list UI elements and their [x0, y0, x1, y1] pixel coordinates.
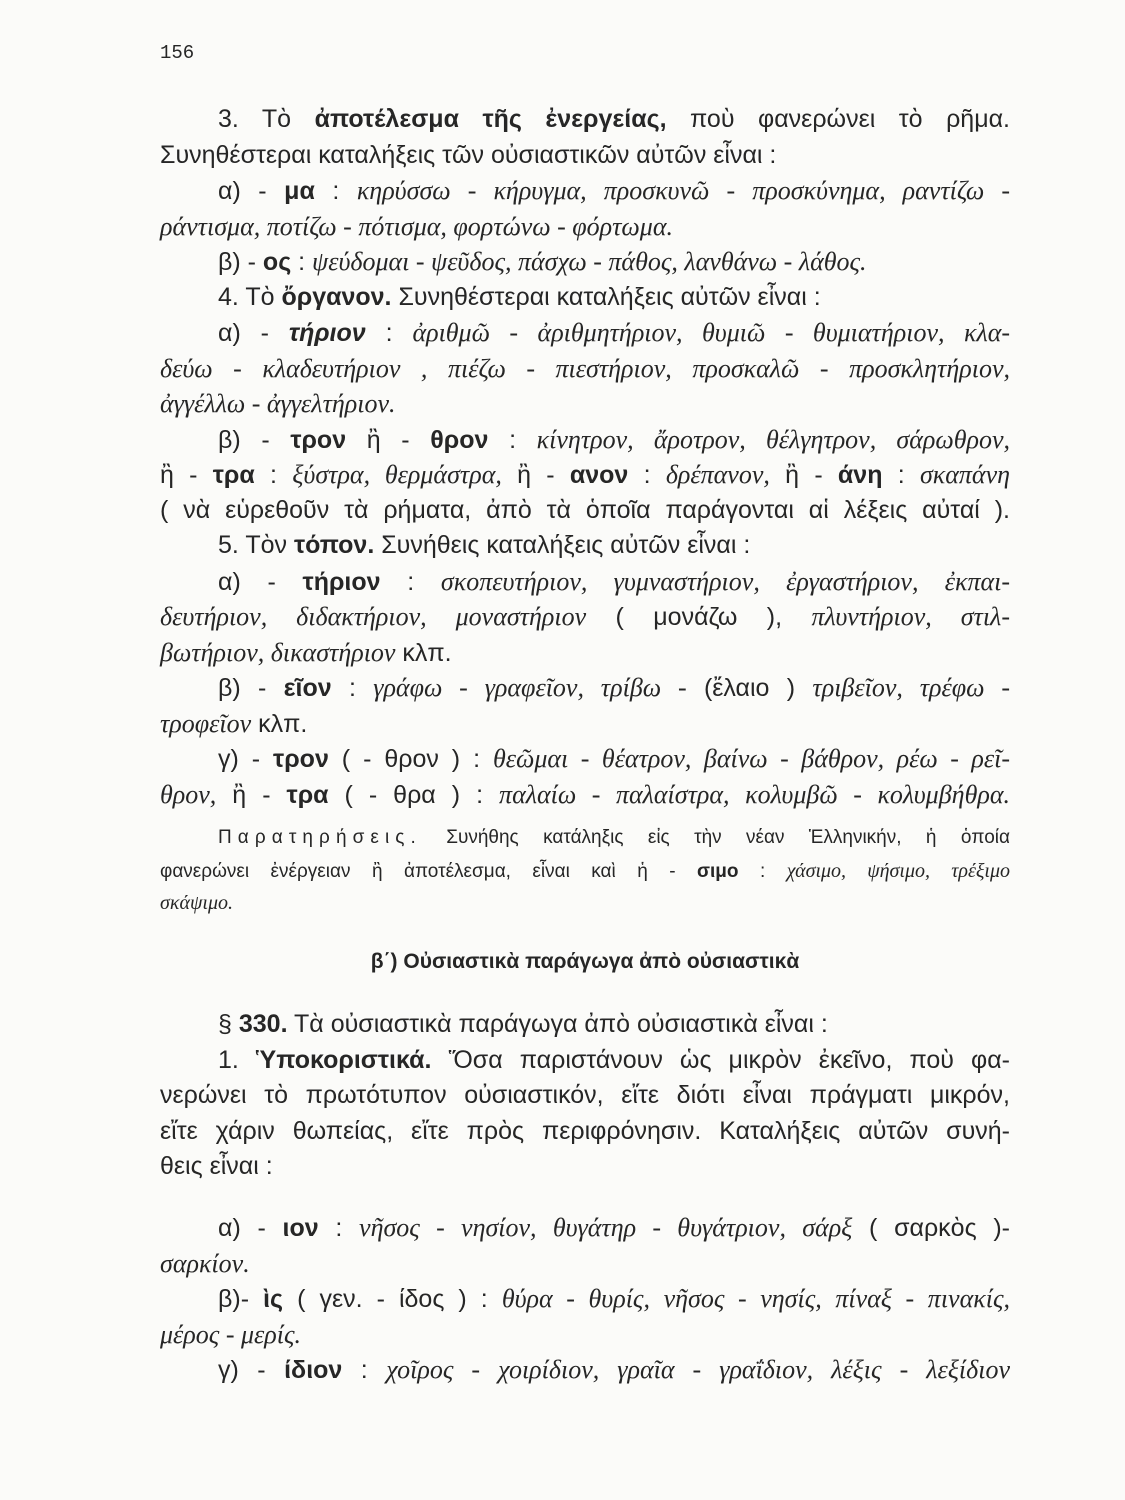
- text-run: ἢ -: [346, 425, 431, 454]
- text-run: :: [314, 177, 357, 205]
- text-line: [218, 315, 1010, 351]
- bold-term: τρον: [290, 425, 347, 454]
- text-run: 5. Τὸν: [218, 531, 294, 559]
- italic-example: δευτήριον, διδακτήριον, μοναστήριον: [160, 602, 587, 631]
- bold-term: τρα: [212, 461, 255, 489]
- bold-term: ος: [262, 248, 292, 276]
- italic-example: δεύω - κλαδευτήριον , πιέζω - πιεστήριον, προσκαλῶ - προσκλητήριον,: [160, 353, 1010, 383]
- text-run: :: [331, 674, 374, 702]
- text-run: Συνήθης κατάληξις εἰς τὴν νέαν Ἑλληνικήν, ἡ ὁποία: [421, 827, 1010, 848]
- italic-example: πλυντήριον, στιλ-: [811, 602, 1010, 631]
- text-line: [160, 635, 1010, 671]
- text-line: [160, 457, 1010, 493]
- text-run: ( μονάζω ),: [586, 603, 812, 631]
- text-run: α) -: [218, 177, 285, 205]
- text-run: νερώνει τὸ πρωτότυπον οὐσιαστικόν, εἴτε διότι εἶναι πράγματι μικρόν,: [160, 1081, 1010, 1109]
- text-line: [218, 1007, 1010, 1043]
- text-run: ( σαρκὸς )-: [852, 1214, 1010, 1242]
- text-line: [160, 1078, 1010, 1114]
- text-run: α) -: [218, 1214, 283, 1242]
- text-line: [160, 1317, 1010, 1353]
- bold-term: τρον: [273, 745, 329, 773]
- italic-example: τριβεῖον, τρέφω -: [812, 673, 1011, 702]
- text-run: :: [628, 461, 666, 489]
- text-line: [160, 706, 1010, 742]
- bold-term: άνη: [837, 461, 883, 489]
- text-line: [218, 173, 1010, 209]
- italic-example: χάσιμο, ψήσιμο, τρέξιμο: [786, 859, 1010, 882]
- text-line: [218, 1352, 1010, 1388]
- section-330: [160, 1007, 1010, 1388]
- text-run: ποὺ φανερώνει τὸ ρῆμα.: [666, 105, 1010, 133]
- italic-example: θεῶμαι - θέατρον, βαίνω - βάθρον, ρέω - ρεῖ-: [492, 744, 1010, 773]
- bold-term: μα: [284, 177, 315, 205]
- text-run: Συνηθέστεραι καταλήξεις αὐτῶν εἶναι :: [391, 282, 821, 311]
- bold-term: τήριον: [302, 567, 381, 596]
- italic-example: νῆσος - νησίον, θυγάτηρ - θυγάτριον, σάρξ: [359, 1213, 853, 1242]
- text-run: κλπ.: [251, 709, 308, 738]
- italic-example: θρον,: [160, 779, 217, 809]
- text-run: ἢ -: [769, 461, 838, 489]
- italic-example: γράφω - γραφεῖον, τρίβω -: [373, 673, 687, 702]
- bold-term: ίδιον: [284, 1356, 343, 1384]
- text-run: ἢ -: [160, 461, 213, 489]
- bold-term: τόπον.: [293, 531, 375, 559]
- italic-example: ἀγγέλλω - ἀγγελτήριον.: [160, 389, 396, 418]
- italic-example: θύρα - θυρίς, νῆσος - νησίς, πίναξ - πινακίς,: [501, 1284, 1010, 1313]
- italic-example: κίνητρον, ἄροτρον, θέλγητρον, σάρωθρον,: [536, 424, 1011, 454]
- bold-term: σιμο: [697, 860, 739, 882]
- text-line: [218, 741, 1010, 777]
- text-run: κλπ.: [395, 638, 452, 667]
- text-line: [160, 209, 1010, 245]
- text-line: [218, 422, 1010, 458]
- text-line: [218, 822, 1010, 855]
- italic-example: κηρύσσω - κήρυγμα, προσκυνῶ - προσκύνημα, ραντίζω -: [356, 176, 1010, 205]
- text-run: ( - θρα ) :: [328, 780, 500, 809]
- text-run: β) -: [218, 248, 263, 276]
- remarks-note: [160, 822, 1010, 920]
- text-line: [218, 670, 1010, 706]
- text-run: ἢ -: [216, 780, 287, 809]
- text-run: γ) -: [218, 1356, 285, 1384]
- text-run: α) -: [218, 567, 303, 596]
- italic-example: δρέπανον,: [665, 460, 770, 489]
- text-line: [160, 386, 1010, 422]
- text-run: 1.: [218, 1045, 256, 1074]
- italic-example: χοῖρος - χοιρίδιον, γραῖα - γραΐδιον, λέξις - λεξίδιον: [386, 1355, 1010, 1384]
- text-line: [160, 855, 1010, 888]
- text-run: α) -: [218, 319, 289, 347]
- bold-term: ιον: [282, 1214, 319, 1242]
- text-line: [218, 102, 1010, 138]
- italic-example: ξύστρα, θερμάστρα,: [292, 460, 502, 489]
- text-run: :: [254, 461, 293, 489]
- text-line: [160, 887, 1010, 920]
- bold-term: εῖον: [283, 674, 332, 702]
- bold-term: Ὑποκοριστικά.: [255, 1045, 432, 1074]
- text-run: :: [738, 860, 787, 882]
- text-run: β) -: [218, 425, 291, 454]
- text-run: εἴτε χάριν θωπείας, εἴτε πρὸς περιφρόνησιν. Καταλήξεις αὐτῶν συνή-: [160, 1116, 1010, 1145]
- text-run: β)-: [218, 1285, 264, 1313]
- italic-example: ράντισμα, ποτίζω - πότισμα, φορτώνω - φόρτωμα.: [160, 211, 673, 241]
- text-run: ἢ -: [501, 461, 570, 489]
- bold-term: ἀποτέλεσμα τῆς ἐνεργείας,: [314, 105, 667, 133]
- italic-example: σκάψιμο.: [160, 892, 233, 914]
- italic-example: παλαίω - παλαίστρα, κολυμβῶ - κολυμβήθρα.: [499, 779, 1010, 809]
- text-line: [160, 493, 1010, 529]
- text-run: θεις εἶναι :: [160, 1152, 273, 1180]
- italic-example: βωτήριον, δικαστήριον: [160, 637, 396, 667]
- text-run: Ὅσα παριστάνουν ὡς μικρὸν ἐκεῖνο, ποὺ φα-: [431, 1045, 1010, 1074]
- text-line: [218, 1210, 1010, 1246]
- text-run: 3. Τὸ: [218, 105, 315, 133]
- text-run: :: [488, 425, 537, 454]
- bold-term: τήριον: [288, 319, 366, 347]
- text-run: Τὰ οὐσιαστικὰ παράγωγα ἀπὸ οὐσιαστικὰ εἶναι :: [287, 1010, 828, 1038]
- text-line: [160, 777, 1010, 813]
- text-line: [218, 280, 1010, 316]
- text-line: [160, 1114, 1010, 1150]
- text-line: [160, 351, 1010, 387]
- bold-term: ανον: [569, 461, 629, 489]
- bold-term: θρον: [430, 425, 489, 454]
- text-run: ( - θρον ) :: [328, 745, 493, 773]
- text-run: (ἔλαιο ): [686, 674, 813, 702]
- text-run: ( γεν. - ίδος ) :: [283, 1285, 502, 1313]
- italic-example: μέρος - μερίς.: [160, 1319, 302, 1349]
- text-line: [160, 1246, 1010, 1282]
- section-heading: β΄) Οὐσιαστικὰ παράγωγα ἀπὸ οὐσιαστικὰ: [370, 950, 800, 973]
- text-line: [218, 528, 1010, 564]
- text-line: [160, 1149, 1010, 1185]
- text-line: [218, 1043, 1010, 1079]
- text-run: γ) -: [218, 745, 274, 773]
- italic-example: τροφεῖον: [160, 708, 252, 738]
- text-line: [218, 1281, 1010, 1317]
- italic-example: σκαπάνη: [919, 460, 1011, 489]
- text-line: [218, 564, 1010, 600]
- text-line: [160, 138, 1010, 174]
- text-run: §: [218, 1010, 239, 1038]
- italic-example: σαρκίον.: [160, 1248, 250, 1278]
- text-run: β) -: [218, 674, 284, 702]
- text-run: :: [318, 1214, 360, 1242]
- main-text: [160, 102, 1010, 812]
- text-line: [160, 599, 1010, 635]
- text-run: :: [291, 248, 313, 276]
- text-run: :: [380, 567, 441, 596]
- text-run: Συνηθέστεραι καταλήξεις τῶν οὐσιαστικῶν αὐτῶν εἶναι :: [160, 140, 777, 169]
- text-line: [218, 244, 1010, 280]
- text-run: Συνήθεις καταλήξεις αὐτῶν εἶναι :: [374, 531, 751, 559]
- bold-term: ὄργανον.: [281, 282, 392, 311]
- text-run: :: [882, 461, 920, 489]
- text-run: :: [365, 319, 413, 347]
- text-run: 4. Τὸ: [218, 282, 282, 311]
- text-run: ( νὰ εὑρεθοῦν τὰ ρήματα, ἀπὸ τὰ ὁποῖα παράγονται αἱ λέξεις αὐταί ).: [160, 495, 1010, 524]
- page-number: 156: [160, 42, 195, 64]
- bold-term: ὶς: [263, 1285, 284, 1313]
- text-run: :: [342, 1356, 387, 1384]
- italic-example: σκοπευτήριον, γυμναστήριον, ἐργαστήριον, ἐκπαι-: [440, 566, 1011, 596]
- italic-example: ἀριθμῶ - ἀριθμητήριον, θυμιῶ - θυμιατήριον, κλα-: [412, 318, 1011, 347]
- text-run: φανερώνει ἐνέργειαν ἢ ἀποτέλεσμα, εἶναι καὶ ἡ -: [160, 860, 697, 882]
- italic-example: ψεύδομαι - ψεῦδος, πάσχω - πάθος, λανθάνω - λάθος.: [312, 247, 867, 276]
- spaced-label: Παρατηρήσεις.: [218, 827, 422, 848]
- bold-term: τρα: [286, 780, 329, 809]
- bold-term: 330.: [238, 1010, 288, 1038]
